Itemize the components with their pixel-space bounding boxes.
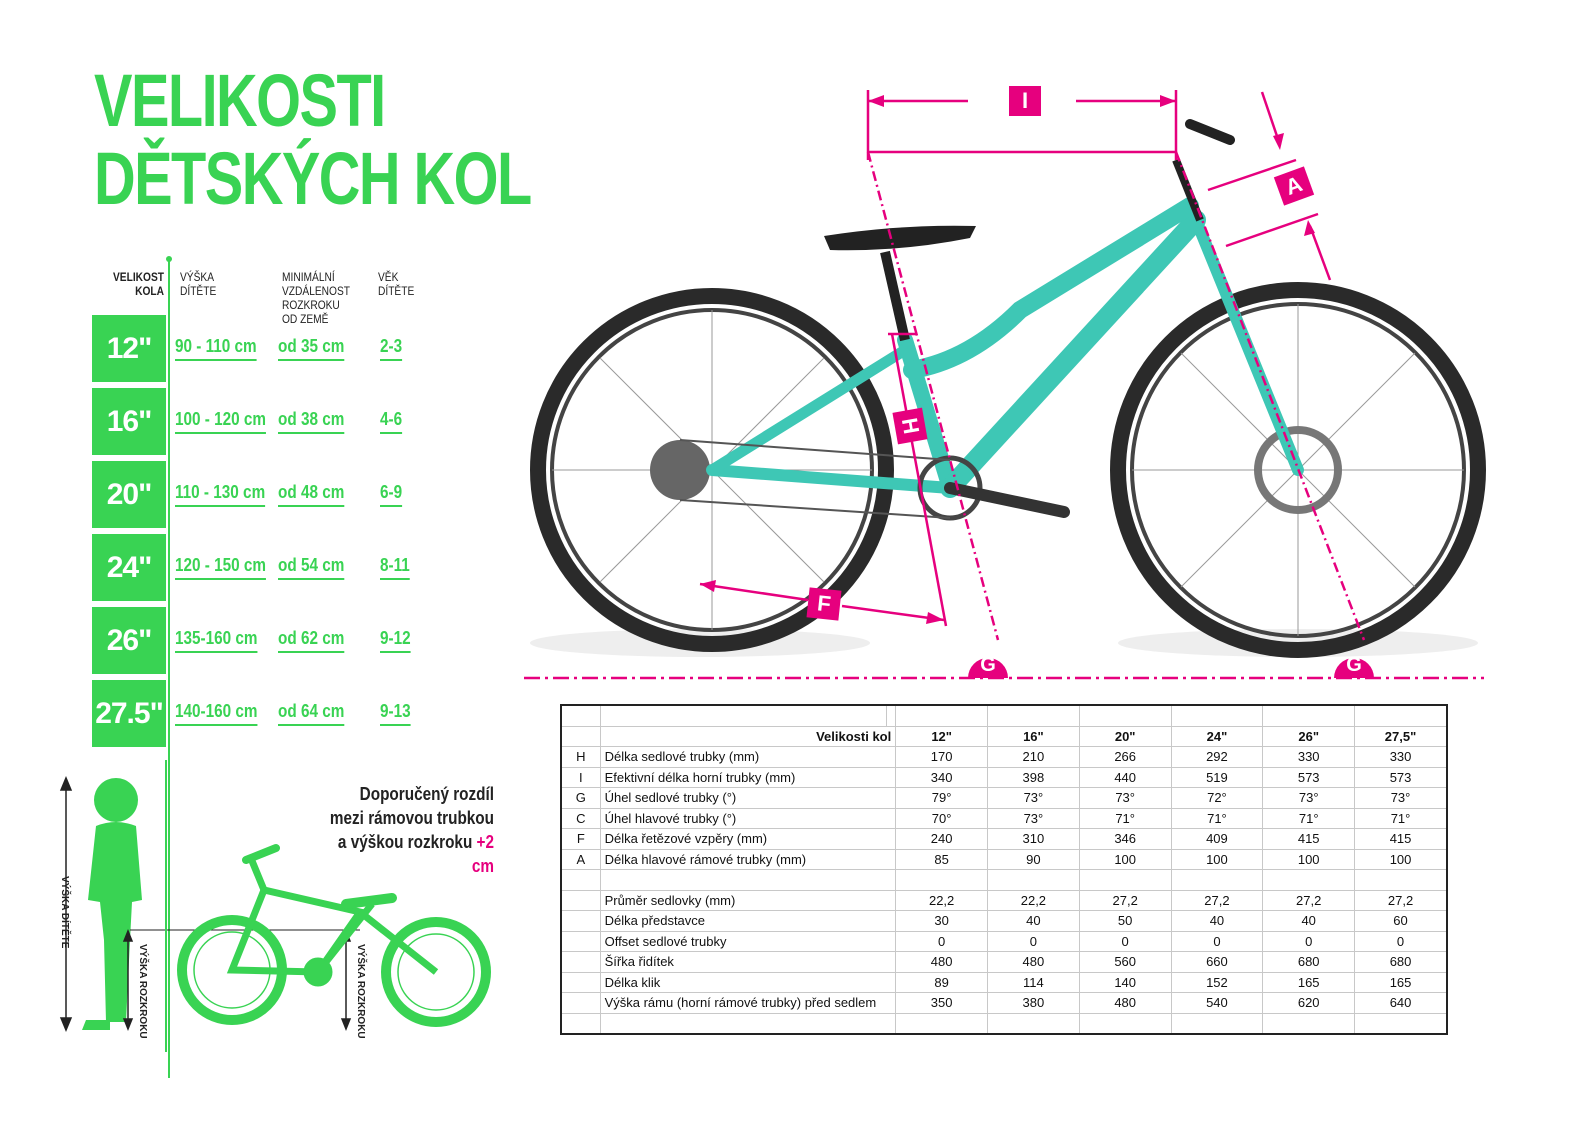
spec-value: 73°	[1355, 788, 1447, 809]
spec-value: 0	[988, 931, 1080, 952]
label-H: H	[896, 415, 925, 436]
size-cell-24: 24"	[92, 534, 166, 601]
height-cell: 120 - 150 cm	[175, 555, 266, 580]
spec-value: 415	[1355, 829, 1447, 850]
spec-value: 27,2	[1171, 890, 1263, 911]
age-cell: 9-13	[380, 701, 411, 726]
spec-label: Efektivní délka horní trubky (mm)	[600, 767, 896, 788]
spec-value: 409	[1171, 829, 1263, 850]
spec-value: 72°	[1171, 788, 1263, 809]
spec-value: 266	[1079, 747, 1171, 768]
spec-label: Průměr sedlovky (mm)	[600, 890, 896, 911]
spec-value: 573	[1355, 767, 1447, 788]
spec-value: 73°	[988, 808, 1080, 829]
spec-value: 85	[896, 849, 988, 870]
spec-value: 89	[896, 972, 988, 993]
spec-value: 27,2	[1355, 890, 1447, 911]
table-row	[561, 952, 1447, 973]
spec-key	[561, 890, 600, 911]
spec-value	[1079, 1013, 1171, 1034]
recommendation-value: +2 cm	[471, 832, 494, 876]
spec-value	[1171, 870, 1263, 891]
height-cell: 140-160 cm	[175, 701, 258, 726]
spec-value: 60	[1355, 911, 1447, 932]
table-row	[561, 747, 1447, 768]
table-row	[561, 1013, 1447, 1034]
spec-value: 330	[1263, 747, 1355, 768]
spec-value: 71°	[1171, 808, 1263, 829]
spec-value	[988, 1013, 1080, 1034]
spec-value: 680	[1355, 952, 1447, 973]
size-cell-16: 16"	[92, 388, 166, 455]
spec-value: 340	[896, 767, 988, 788]
spec-value: 71°	[1263, 808, 1355, 829]
spec-value: 398	[988, 767, 1080, 788]
spec-value: 22,2	[896, 890, 988, 911]
spec-value: 0	[1079, 931, 1171, 952]
spec-value: 620	[1263, 993, 1355, 1014]
spec-label	[600, 1013, 896, 1034]
table-row	[561, 972, 1447, 993]
header-inseam: MINIMÁLNÍ VZDÁLENOST ROZKROKU OD ZEMĚ	[282, 270, 351, 326]
spec-key	[561, 952, 600, 973]
spec-label: Úhel sedlové trubky (°)	[600, 788, 896, 809]
kids-bike-icon	[182, 848, 486, 1022]
spec-value: 540	[1171, 993, 1263, 1014]
inseam-cell: od 54 cm	[278, 555, 344, 580]
spec-value: 100	[1079, 849, 1171, 870]
spec-value	[1355, 870, 1447, 891]
inseam-label-bike: VÝŠKA ROZKROKU	[355, 944, 366, 1039]
spec-value: 27,2	[1079, 890, 1171, 911]
spec-value: 350	[896, 993, 988, 1014]
spec-value: 310	[988, 829, 1080, 850]
spec-value	[1355, 1013, 1447, 1034]
spec-value: 0	[1263, 931, 1355, 952]
header-age: VĚK DÍTĚTE	[378, 270, 415, 298]
inseam-cell: od 35 cm	[278, 336, 344, 361]
spec-key: F	[561, 829, 600, 850]
table-row	[561, 993, 1447, 1014]
header-height: VÝŠKA DÍTĚTE	[180, 270, 217, 298]
spec-value: 73°	[1079, 788, 1171, 809]
spec-label: Výška rámu (horní rámové trubky) před sedlem	[600, 993, 896, 1014]
spec-value: 0	[1355, 931, 1447, 952]
spec-value	[1263, 870, 1355, 891]
table-row	[561, 767, 1447, 788]
label-G1: G	[980, 654, 996, 676]
spec-value: 22,2	[988, 890, 1080, 911]
inseam-cell: od 48 cm	[278, 482, 344, 507]
size-cell-26: 26"	[92, 607, 166, 674]
spec-value: 165	[1263, 972, 1355, 993]
bike-illustration-icon	[530, 124, 1478, 657]
spec-value: 660	[1171, 952, 1263, 973]
spec-value: 0	[1171, 931, 1263, 952]
spec-key: A	[561, 849, 600, 870]
spec-value: 330	[1355, 747, 1447, 768]
age-cell: 8-11	[380, 555, 410, 580]
spec-value: 292	[1171, 747, 1263, 768]
spec-size-header: 20"	[1079, 726, 1171, 747]
spec-value: 71°	[1355, 808, 1447, 829]
table-row	[561, 829, 1447, 850]
spec-value: 480	[988, 952, 1080, 973]
spec-value: 519	[1171, 767, 1263, 788]
header-size: VELIKOST KOLA	[112, 270, 164, 298]
spec-key	[561, 972, 600, 993]
spec-value: 90	[988, 849, 1080, 870]
inseam-cell: od 64 cm	[278, 701, 344, 726]
spec-value: 240	[896, 829, 988, 850]
spec-size-header: 12"	[896, 726, 988, 747]
spec-key	[561, 911, 600, 932]
spec-value: 0	[896, 931, 988, 952]
spec-value: 50	[1079, 911, 1171, 932]
label-I: I	[1021, 88, 1029, 113]
table-row	[561, 911, 1447, 932]
spec-size-header: 24"	[1171, 726, 1263, 747]
spec-value: 30	[896, 911, 988, 932]
age-cell: 9-12	[380, 628, 411, 653]
spec-value: 440	[1079, 767, 1171, 788]
spec-value: 40	[1263, 911, 1355, 932]
spec-key	[561, 993, 600, 1014]
spec-value	[896, 1013, 988, 1034]
child-silhouette-icon	[82, 778, 142, 1030]
spec-key	[561, 1013, 600, 1034]
spec-value: 346	[1079, 829, 1171, 850]
spec-blank-row	[561, 705, 1447, 726]
height-cell: 100 - 120 cm	[175, 409, 266, 434]
spec-value: 560	[1079, 952, 1171, 973]
child-height-label: VÝŠKA DÍTĚTE	[59, 876, 70, 949]
spec-value: 415	[1263, 829, 1355, 850]
spec-key: H	[561, 747, 600, 768]
table-row	[561, 808, 1447, 829]
spec-value: 480	[896, 952, 988, 973]
spec-value: 152	[1171, 972, 1263, 993]
geometry-markings	[524, 90, 1484, 678]
spec-value: 640	[1355, 993, 1447, 1014]
spec-label: Úhel hlavové trubky (°)	[600, 808, 896, 829]
spec-header-row	[561, 726, 1447, 747]
spec-label: Délka klik	[600, 972, 896, 993]
recommendation-note: Doporučený rozdíl mezi rámovou trubkou a výškou rozkroku +2 cm	[329, 784, 494, 876]
spec-label: Délka představce	[600, 911, 896, 932]
title-line-2: DĚTSKÝCH KOL	[94, 137, 531, 220]
spec-header-label: Velikosti kol	[600, 726, 896, 747]
inseam-label-child: VÝŠKA ROZKROKU	[137, 944, 148, 1039]
spec-label	[600, 870, 896, 891]
spec-value: 40	[988, 911, 1080, 932]
spec-value: 73°	[988, 788, 1080, 809]
label-F: F	[816, 590, 833, 617]
spec-value: 114	[988, 972, 1080, 993]
geometry-spec-table	[560, 704, 1448, 1035]
spec-value	[896, 870, 988, 891]
spec-value: 27,2	[1263, 890, 1355, 911]
table-row	[561, 788, 1447, 809]
size-cell-20: 20"	[92, 461, 166, 528]
spec-value: 165	[1355, 972, 1447, 993]
inseam-cell: od 38 cm	[278, 409, 344, 434]
spec-value: 73°	[1263, 788, 1355, 809]
spec-value	[1171, 1013, 1263, 1034]
table-row	[561, 931, 1447, 952]
spec-label: Délka hlavové rámové trubky (mm)	[600, 849, 896, 870]
spec-value	[988, 870, 1080, 891]
height-cell: 90 - 110 cm	[175, 336, 257, 361]
spec-value: 70°	[896, 808, 988, 829]
spec-value: 71°	[1079, 808, 1171, 829]
spec-size-header: 26"	[1263, 726, 1355, 747]
spec-key: C	[561, 808, 600, 829]
spec-value: 170	[896, 747, 988, 768]
spec-value	[1263, 1013, 1355, 1034]
table-row	[561, 849, 1447, 870]
spec-value: 480	[1079, 993, 1171, 1014]
age-cell: 4-6	[380, 409, 402, 434]
title-line-1: VELIKOSTI	[94, 59, 385, 142]
spec-value: 100	[1355, 849, 1447, 870]
size-cell-12: 12"	[92, 315, 166, 382]
spec-key	[561, 870, 600, 891]
spec-label: Offset sedlové trubky	[600, 931, 896, 952]
inseam-cell: od 62 cm	[278, 628, 344, 653]
spec-label: Délka řetězové vzpěry (mm)	[600, 829, 896, 850]
table-row	[561, 870, 1447, 891]
height-cell: 135-160 cm	[175, 628, 258, 653]
spec-value: 79°	[896, 788, 988, 809]
spec-value: 100	[1171, 849, 1263, 870]
spec-key	[561, 931, 600, 952]
spec-value: 140	[1079, 972, 1171, 993]
spec-value: 573	[1263, 767, 1355, 788]
spec-value	[1079, 870, 1171, 891]
age-cell: 6-9	[380, 482, 402, 507]
spec-label: Šířka řidítek	[600, 952, 896, 973]
age-cell: 2-3	[380, 336, 402, 361]
spec-size-header: 16"	[988, 726, 1080, 747]
table-row	[561, 890, 1447, 911]
spec-value: 380	[988, 993, 1080, 1014]
size-cell-27-5: 27.5"	[92, 680, 166, 747]
spec-value: 40	[1171, 911, 1263, 932]
spec-size-header: 27,5"	[1355, 726, 1447, 747]
spec-key: G	[561, 788, 600, 809]
label-G2: G	[1346, 654, 1362, 676]
spec-value: 210	[988, 747, 1080, 768]
spec-key: I	[561, 767, 600, 788]
label-A: A	[1282, 171, 1306, 200]
spec-value: 680	[1263, 952, 1355, 973]
spec-label: Délka sedlové trubky (mm)	[600, 747, 896, 768]
height-cell: 110 - 130 cm	[175, 482, 265, 507]
spec-value: 100	[1263, 849, 1355, 870]
